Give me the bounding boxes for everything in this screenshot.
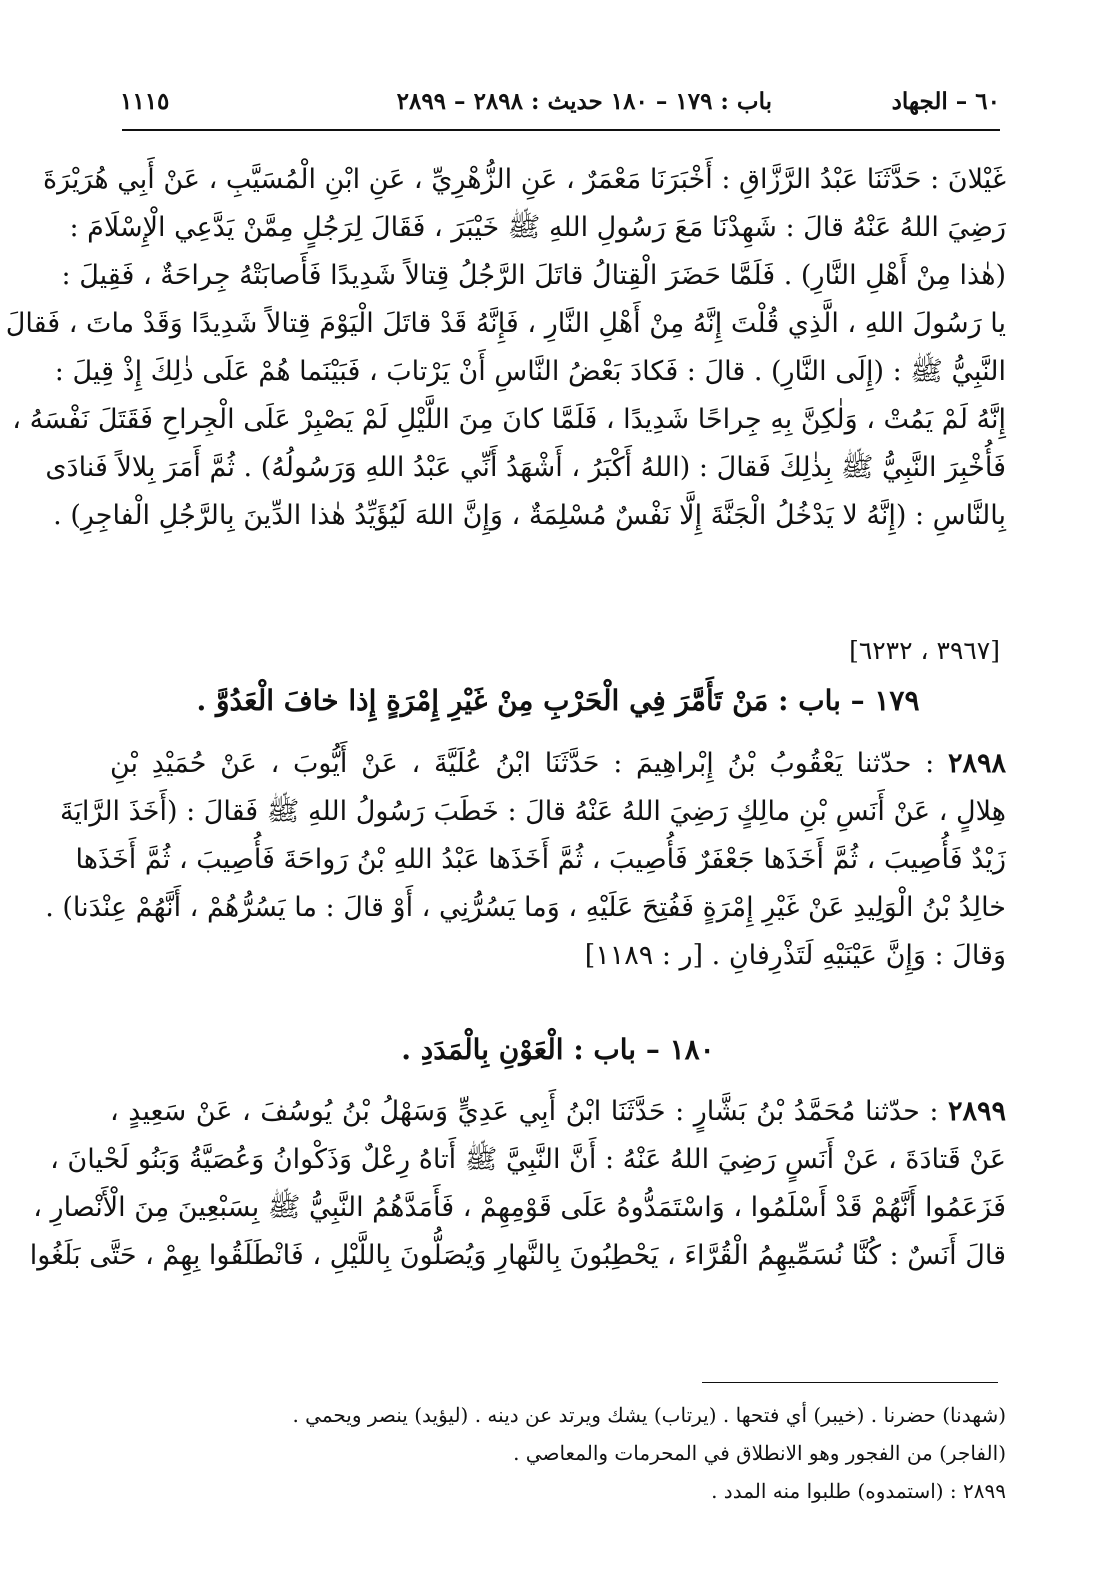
text-line: بِالنَّاسِ : (إِنَّهُ لا يَدْخُلُ الْجَنَّةَ إِلَّا نَفْسٌ مُسْلِمَةٌ ، وَإِنَّ اللهَ لَيُؤَيِّدُ هٰذا الدِّينَ بِالرَّجُلِ الْفاجِرِ) .	[53, 500, 1006, 531]
footnote-divider	[702, 1382, 998, 1383]
hadith-number: ٢٨٩٨	[947, 748, 1006, 779]
text-line: فَزَعَمُوا أَنَّهُمْ قَدْ أَسْلَمُوا ، وَاسْتَمَدُّوهُ عَلَى قَوْمِهِمْ ، فَأَمَدَّهُمُ النَّبِيُّ ﷺ بِسَبْعِينَ مِنَ الْأَنْصارِ ،	[33, 1192, 1006, 1223]
text-line: قالَ أَنَسٌ : كُنَّا نُسَمِّيهِمُ الْقُرَّاءَ ، يَحْطِبُونَ بِالنَّهارِ وَيُصَلُّونَ بِاللَّيْلِ ، فَانْطَلَقُوا بِهِمْ ، حَتَّى بَلَغُوا	[29, 1240, 1006, 1271]
text-line: النَّبِيُّ ﷺ : (إِلَى النَّارِ) . قالَ : فَكادَ بَعْضُ النَّاسِ أَنْ يَرْتابَ ، فَبَيْنَما هُمْ عَلَى ذٰلِكَ إِذْ قِيلَ :	[54, 356, 1006, 387]
continuation-text	[5, 156, 1006, 540]
cross-reference: [٣٩٦٧ ، ٦٢٣٢]	[849, 636, 1000, 665]
text-line: (هٰذا مِنْ أَهْلِ النَّارِ) . فَلَمَّا حَضَرَ الْقِتالُ قاتَلَ الرَّجُلُ قِتالاً شَدِيدًا فَأَصابَتْهُ جِراحَةٌ ، فَقِيلَ :	[61, 260, 1006, 291]
text-line: خالِدُ بْنُ الْوَلِيدِ عَنْ غَيْرِ إِمْرَةٍ فَفُتِحَ عَلَيْهِ ، وَما يَسُرُّنِي ، أَوْ قالَ : ما يَسُرُّهُمْ ، أَنَّهُمْ عِنْدَنا) .	[45, 892, 1006, 923]
bab-hadith-range: باب : ١٧٩ – ١٨٠ حديث : ٢٨٩٨ – ٢٨٩٩	[396, 88, 772, 115]
bab-179-heading: ١٧٩ – باب : مَنْ تَأَمَّرَ فِي الْحَرْبِ مِنْ غَيْرِ إِمْرَةٍ إِذا خافَ الْعَدُوَّ .	[196, 684, 920, 717]
text-line: إِنَّهُ لَمْ يَمُتْ ، وَلٰكِنَّ بِهِ جِراحًا شَدِيدًا ، فَلَمَّا كانَ مِنَ اللَّيْلِ لَمْ يَصْبِرْ عَلَى الْجِراحِ فَقَتَلَ نَفْسَهُ ،	[12, 404, 1006, 435]
page-number: ١١١٥	[120, 88, 170, 115]
hadith-first-line	[110, 740, 1006, 788]
hadith-first-line	[110, 1088, 1006, 1136]
page-header	[120, 82, 1000, 122]
text-line: غَيْلانَ : حَدَّثَنَا عَبْدُ الرَّزَّاقِ : أَخْبَرَنَا مَعْمَرٌ ، عَنِ الزُّهْرِيِّ ، عَنِ ابْنِ الْمُسَيَّبِ ، عَنْ أَبِي هُرَيْرَةَ	[42, 164, 1006, 195]
header-divider	[122, 129, 1000, 131]
hadith-2898	[45, 740, 1006, 980]
text-line: يا رَسُولَ اللهِ ، الَّذِي قُلْتَ إِنَّهُ مِنْ أَهْلِ النَّارِ ، فَإِنَّهُ قَدْ قاتَلَ الْيَوْمَ قِتالاً شَدِيدًا وَقَدْ ماتَ ، فَقالَ	[5, 308, 1006, 339]
footnote-line: (الفاجر) من الفجور وهو الانطلاق في المحرمات والمعاصي .	[513, 1441, 1006, 1465]
hadith-number: ٢٨٩٩	[947, 1096, 1006, 1127]
text-line: : حدّثنا مُحَمَّدُ بْنُ بَشَّارٍ : حَدَّثَنَا ابْنُ أَبِي عَدِيٍّ وَسَهْلُ بْنُ يُوسُفَ ، عَنْ سَعِيدٍ ،	[110, 1096, 948, 1127]
text-line: زَيْدٌ فَأُصِيبَ ، ثُمَّ أَخَذَها جَعْفَرٌ فَأُصِيبَ ، ثُمَّ أَخَذَها عَبْدُ اللهِ بْنُ رَواحَةَ فَأُصِيبَ ، ثُمَّ أَخَذَها	[75, 844, 1006, 875]
text-line: عَنْ قَتادَةَ ، عَنْ أَنَسٍ رَضِيَ اللهُ عَنْهُ : أَنَّ النَّبِيَّ ﷺ أَتاهُ رِعْلٌ وَذَكْوانُ وَعُصَيَّةُ وَبَنُو لَحْيانَ ،	[50, 1144, 1006, 1175]
text-line: فَأُخْبِرَ النَّبِيُّ ﷺ بِذٰلِكَ فَقالَ : (اللهُ أَكْبَرُ ، أَشْهَدُ أَنِّي عَبْدُ اللهِ وَرَسُولُهُ) . ثُمَّ أَمَرَ بِلالاً فَنادَى	[45, 452, 1006, 483]
hadith-2899	[29, 1088, 1006, 1280]
text-line: رَضِيَ اللهُ عَنْهُ قالَ : شَهِدْنَا مَعَ رَسُولِ اللهِ ﷺ خَيْبَرَ ، فَقَالَ لِرَجُلٍ مِمَّنْ يَدَّعِي الْإِسْلَامَ :	[69, 212, 1006, 243]
text-line: وَقالَ : وَإِنَّ عَيْنَيْهِ لَتَذْرِفانِ . [ر : ١١٨٩]	[584, 940, 1006, 971]
footnotes	[110, 1396, 1006, 1510]
text-line: هِلالٍ ، عَنْ أَنَسِ بْنِ مالِكٍ رَضِيَ اللهُ عَنْهُ قالَ : خَطَبَ رَسُولُ اللهِ ﷺ فَقالَ : (أَخَذَ الرَّايَةَ	[59, 796, 1006, 827]
bab-180-heading: ١٨٠ – باب : الْعَوْنِ بِالْمَدَدِ .	[401, 1033, 715, 1066]
text-line: : حدّثنا يَعْقُوبُ بْنُ إِبْراهِيمَ : حَدَّثَنَا ابْنُ عُلَيَّةَ ، عَنْ أَيُّوبَ ، عَنْ حُمَيْدِ بْنِ	[110, 748, 948, 779]
footnote-line: (شهدنا) حضرنا . (خيبر) أي فتحها . (يرتاب) يشك ويرتد عن دينه . (ليؤيد) ينصر ويحمي .	[292, 1403, 1006, 1427]
footnote-line: ٢٨٩٩ : (استمدوه) طلبوا منه المدد .	[711, 1479, 1006, 1503]
chapter-title: ٦٠ – الجهاد	[891, 88, 1000, 115]
